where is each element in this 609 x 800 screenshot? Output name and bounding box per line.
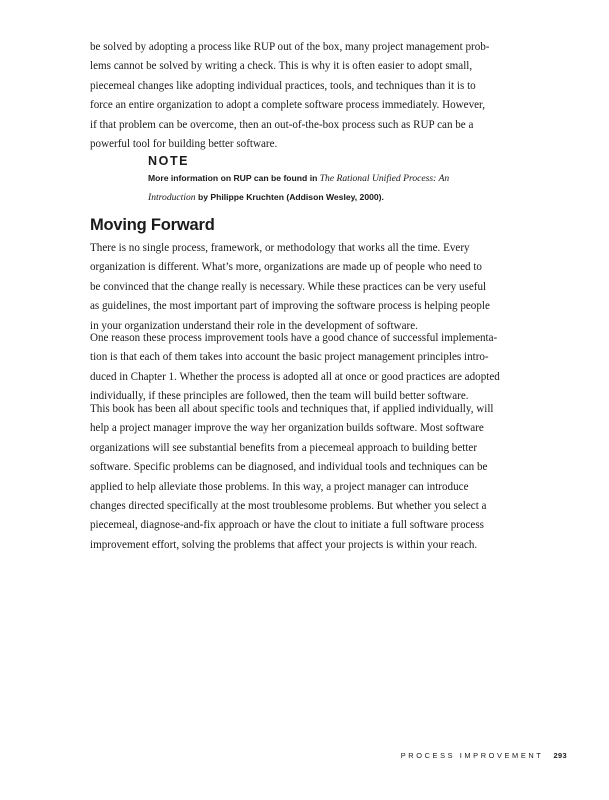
top-paragraph-line: force an entire organization to adopt a complete software process immediately. However, bbox=[90, 99, 486, 112]
note-line-1 bbox=[148, 169, 488, 188]
paragraph-line: This book has been all about specific tools and techniques that, if applied individually, will bbox=[90, 403, 494, 415]
paragraph-line: One reason these process improvement tools have a good chance of successful implementa- bbox=[90, 332, 498, 344]
note-line-2 bbox=[148, 188, 488, 207]
paragraph-line: software. Specific problems can be diagnosed, and individual tools and techniques can be bbox=[90, 461, 488, 474]
section-heading: Moving Forward bbox=[90, 216, 215, 234]
section-paragraph-3 bbox=[90, 400, 530, 555]
page-footer bbox=[401, 751, 567, 761]
top-paragraph-line: lems cannot be solved by writing a check. This is why it is often easier to adopt small, bbox=[90, 60, 473, 73]
note-book-title-part-2: Introduction bbox=[148, 192, 196, 203]
paragraph-line: help a project manager improve the way her organization builds software. Most software bbox=[90, 422, 484, 435]
paragraph-line: be convinced that the change really is necessary. While these practices can be very useful bbox=[90, 280, 487, 293]
page-number: 293 bbox=[553, 751, 567, 760]
paragraph-line: There is no single process, framework, or methodology that works all the time. Every bbox=[90, 242, 470, 254]
top-paragraph-line: be solved by adopting a process like RUP out of the box, many project management prob- bbox=[90, 41, 490, 53]
paragraph-line: organization is different. What’s more, organizations are made up of people who need to bbox=[90, 261, 482, 274]
paragraph-line: organizations will see substantial benefits from a piecemeal approach to building better bbox=[90, 441, 478, 454]
top-paragraph-line: piecemeal changes like adopting individual practices, tools, and techniques than it is to bbox=[90, 79, 476, 92]
note-box bbox=[148, 153, 488, 207]
paragraph-line: duced in Chapter 1. Whether the process is adopted all at once or good practices are adopted bbox=[90, 370, 500, 383]
top-paragraph bbox=[90, 38, 530, 154]
paragraph-line: changes directed specifically at the most troublesome problems. But whether you select a bbox=[90, 500, 487, 513]
paragraph-line: applied to help alleviate those problems. In this way, a project manager can introduce bbox=[90, 480, 469, 493]
paragraph-line: piecemeal, diagnose-and-fix approach or have the clout to initiate a full software process bbox=[90, 519, 484, 532]
top-paragraph-line: if that problem can be overcome, then an out-of-the-box process such as RUP can be a bbox=[90, 118, 474, 131]
note-text-end: by Philippe Kruchten (Addison Wesley, 2000). bbox=[195, 192, 384, 202]
paragraph-line: individually, if these principles are followed, then the team will build better software. bbox=[90, 390, 469, 403]
note-text-start: More information on RUP can be found in bbox=[148, 173, 320, 183]
running-head: PROCESS IMPROVEMENT bbox=[400, 751, 544, 760]
paragraph-line: tion is that each of them takes into account the basic project management principles intro- bbox=[90, 351, 489, 364]
section-paragraph-2 bbox=[90, 329, 530, 407]
note-book-title-part-1: The Rational Unified Process: An bbox=[319, 173, 450, 184]
paragraph-line: improvement effort, solving the problems that affect your projects is within your reach. bbox=[90, 538, 478, 551]
note-text bbox=[148, 169, 488, 207]
paragraph-line: as guidelines, the most important part of improving the software process is helping people bbox=[90, 300, 490, 313]
top-paragraph-line: powerful tool for building better software. bbox=[90, 138, 278, 151]
section-paragraph-1 bbox=[90, 239, 530, 336]
note-label: NOTE bbox=[148, 154, 190, 168]
paragraph-line: in your organization understand their role in the development of software. bbox=[90, 319, 418, 332]
